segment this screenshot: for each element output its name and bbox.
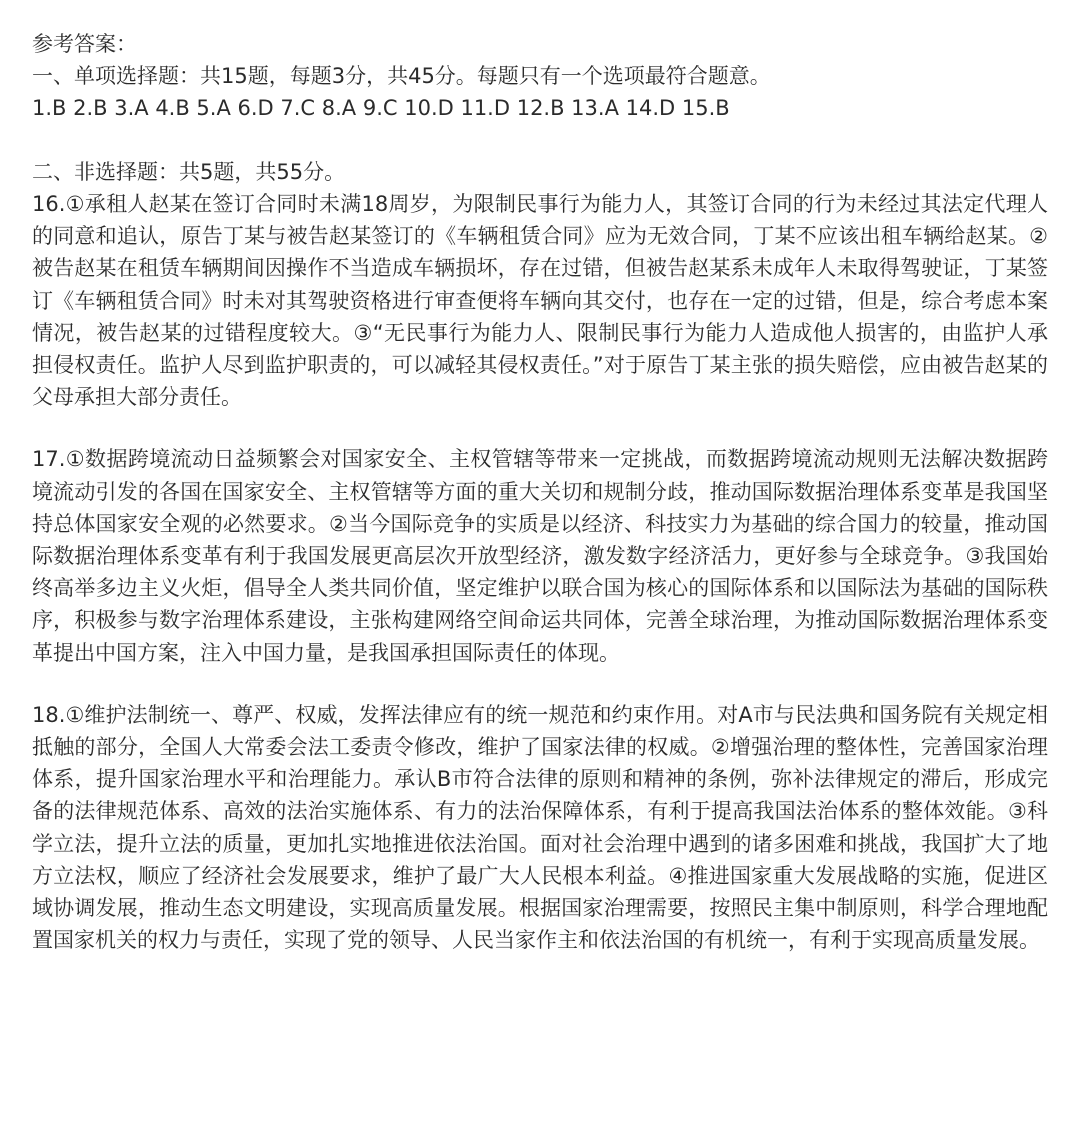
spacer [32, 413, 1046, 443]
section1-answers: 1.B 2.B 3.A 4.B 5.A 6.D 7.C 8.A 9.C 10.D 11.D 12.B 13.A 14.D 15.B [32, 96, 730, 120]
question-18-answer: 18.①维护法制统一、尊严、权威，发挥法律应有的统一规范和约束作用。对A市与民法典和国务院有关规定相抵触的部分，全国人大常委会法工委责令修改，维护了国家法律的权威。②增强治理的整体性，完善国家治理体系，提升国家治理水平和治理能力。承认B市符合法律的原则和精神的条例，弥补法律规定的滞后，形成完备的法律规范体系、高效的法治实施体系、有力的法治保障体系，有利于提高我国法治体系的整体效能。③科学立法，提升立法的质量，更加扎实地推进依法治国。面对社会治理中遇到的诸多困难和挑战，我国扩大了地方立法权，顺应了经济社会发展要求，维护了最广大人民根本利益。④推进国家重大发展战略的实施，促进区域协调发展，推动生态文明建设，实现高质量发展。根据国家治理需要，按照民主集中制原则，科学合理地配置国家机关的权力与责任，实现了党的领导、人民当家作主和依法治国的有机统一，有利于实现高质量发展。 [32, 702, 1048, 953]
spacer [32, 669, 1046, 699]
section2-heading: 二、非选择题：共5题，共55分。 [32, 160, 346, 184]
question-16-answer: 16.①承租人赵某在签订合同时未满18周岁，为限制民事行为能力人，其签订合同的行为未经过其法定代理人的同意和追认，原告丁某与被告赵某签订的《车辆租赁合同》应为无效合同，丁某不应该出租车辆给赵某。②被告赵某在租赁车辆期间因操作不当造成车辆损坏，存在过错，但被告赵某系未成年人未取得驾驶证，丁某签订《车辆租赁合同》时未对其驾驶资格进行审查便将车辆向其交付，也存在一定的过错，但是，综合考虑本案情况，被告赵某的过错程度较大。③“无民事行为能力人、限制民事行为能力人造成他人损害的，由监护人承担侵权责任。监护人尽到监护职责的，可以减轻其侵权责任。”对于原告丁某主张的损失赔偿，应由被告赵某的父母承担大部分责任。 [32, 192, 1048, 410]
spacer [32, 124, 1046, 156]
section1-heading: 一、单项选择题：共15题，每题3分，共45分。每题只有一个选项最符合题意。 [32, 64, 771, 88]
question-17-answer: 17.①数据跨境流动日益频繁会对国家安全、主权管辖等带来一定挑战，而数据跨境流动规则无法解决数据跨境流动引发的各国在国家安全、主权管辖等方面的重大关切和规制分歧，推动国际数据治理体系变革是我国坚持总体国家安全观的必然要求。②当今国际竞争的实质是以经济、科技实力为基础的综合国力的较量，推动国际数据治理体系变革有利于我国发展更高层次开放型经济，激发数字经济活力，更好参与全球竞争。③我国始终高举多边主义火炬，倡导全人类共同价值，坚定维护以联合国为核心的国际体系和以国际法为基础的国际秩序，积极参与数字治理体系建设，主张构建网络空间命运共同体，完善全球治理，为推动国际数据治理体系变革提出中国方案，注入中国力量，是我国承担国际责任的体现。 [32, 447, 1048, 665]
document-title: 参考答案： [32, 32, 137, 56]
